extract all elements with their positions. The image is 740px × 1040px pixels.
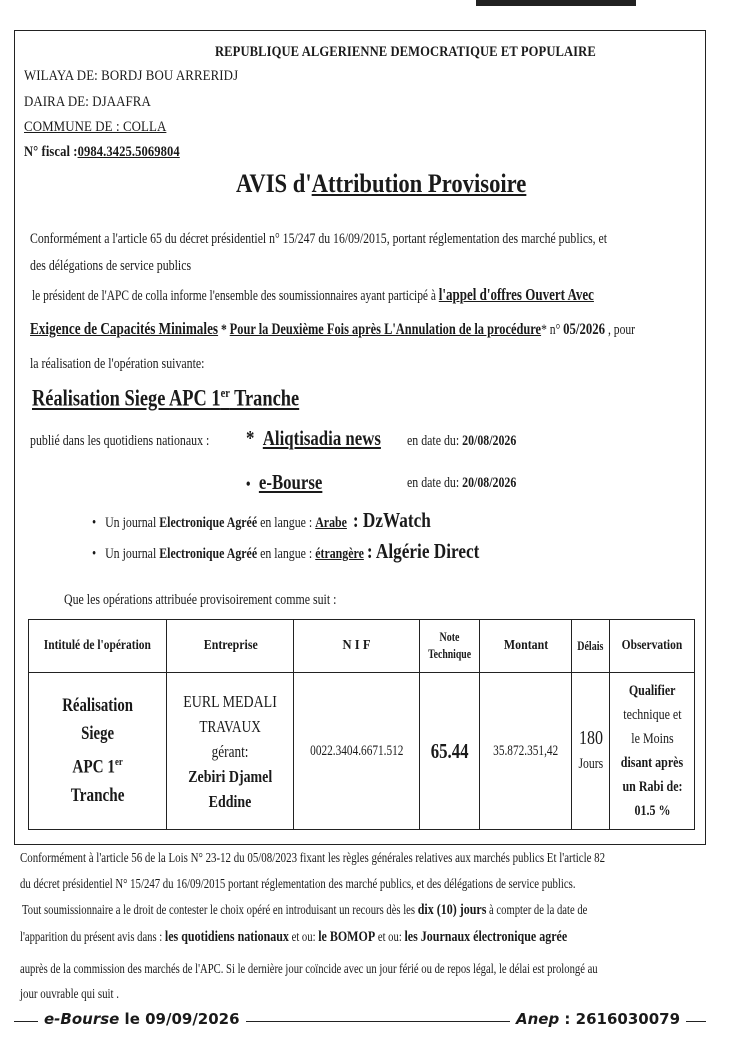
fiscal-line — [24, 144, 209, 161]
fiscal-label: N° fiscal : — [24, 144, 78, 160]
published-label — [30, 433, 249, 450]
footer-line-4-b: les quotidiens nationaux — [164, 929, 289, 945]
operation-title-sup: er — [220, 385, 230, 400]
daira-label: DAIRA DE — [24, 94, 86, 110]
delais-unit: Jours — [578, 756, 604, 772]
attribution-intro-text: Que les opérations attribuée provisoirement comme suit : — [64, 592, 337, 608]
wilaya-line — [24, 68, 273, 85]
cell-operation-line1: Réalisation Siege — [62, 695, 133, 745]
journal-1-name: : DzWatch — [352, 508, 431, 532]
footer-line-4-a: l'apparition du présent avis dans : — [20, 929, 165, 944]
journal-1-a: Un journal — [105, 515, 160, 531]
footer-line-1-text: Conformément à l'article 56 de la Lois N° 23-12 du 05/08/2023 fixant les règles générales relatives aux marchés publics Et l'article 82 — [20, 850, 606, 865]
body-line-5 — [30, 356, 243, 373]
newspaper-2-name: e-Bourse — [258, 470, 323, 494]
table-header-row — [29, 620, 695, 673]
body-line-2 — [30, 258, 227, 275]
footer-line-4 — [20, 929, 704, 946]
journal-1-c: en langue : — [257, 515, 316, 531]
journal-etrangere: • Un journal Electronique Agréé en langue : étrangère : Algérie Direct — [92, 539, 480, 563]
footer-line-2 — [20, 876, 706, 892]
footer-line-4-e: et ou: — [375, 929, 405, 944]
newspaper-2-bullet: • — [246, 476, 251, 493]
entreprise-line-1: EURL MEDALI — [183, 691, 278, 711]
footer-line-4-d: le BOMOP — [318, 929, 376, 945]
cell-montant: 35.872.351,42 — [480, 673, 572, 830]
cell-operation-line2b: Tranche — [70, 784, 125, 806]
source-name: e-Bourse — [44, 1010, 120, 1028]
journal-1-b: Electronique Agréé — [159, 515, 258, 531]
republic-text: REPUBLIQUE ALGERIENNE DEMOCRATIQUE ET POPULAIRE — [215, 44, 596, 60]
attribution-intro — [64, 592, 396, 609]
footer-deadline: dix (10) jours — [417, 902, 487, 918]
obs-line-2: technique et — [622, 707, 682, 723]
number-label: * n° — [541, 322, 564, 338]
pour-text: , pour — [605, 322, 636, 338]
attribution-table — [28, 619, 695, 830]
col-header-delais: Délais — [572, 620, 610, 673]
body-line-3-text: le président de l'APC de colla informe l'ensemble des soumissionnaires ayant participé à — [32, 288, 439, 304]
tender-number: 05/2026 — [563, 321, 606, 338]
footer-line-4-c: et ou: — [288, 929, 319, 944]
obs-line-6: 01.5 % — [634, 803, 671, 819]
table-row — [29, 673, 695, 830]
source-publication — [38, 1010, 246, 1028]
cell-entreprise — [167, 673, 294, 830]
col-header-note: Note Technique — [420, 620, 480, 673]
footer-line-2-text: du décret présidentiel N° 15/247 du 16/09/2015 portant réglementation des marché publics, et des délégations de service publics. — [20, 876, 576, 891]
newspaper-1-date — [407, 433, 540, 450]
col-header-montant: Montant — [480, 620, 572, 673]
second-time-note: Pour la Deuxième Fois après L'Annulation de la procédure — [229, 321, 542, 338]
cell-delais — [572, 673, 610, 830]
cell-operation-line2a: APC 1 — [72, 756, 116, 778]
procedure-type-2: Exigence de Capacités Minimales — [30, 319, 219, 338]
title-main: Attribution Provisoire — [311, 169, 527, 198]
journal-arabe: • Un journal Electronique Agréé en langue : Arabe : DzWatch — [92, 508, 431, 532]
body-line-3 — [32, 285, 740, 305]
daira-line — [24, 94, 172, 111]
cell-observation — [610, 673, 695, 830]
body-line-1 — [30, 231, 740, 248]
cell-operation — [29, 673, 167, 830]
newspaper-2-date-label: en date du: — [407, 475, 463, 491]
source-date: le 09/09/2026 — [119, 1010, 240, 1028]
wilaya-value: : BORDJ BOU ARRERIDJ — [94, 68, 239, 84]
footer-line-3-c: à compter de la date de — [486, 902, 588, 917]
anep-label: Anep — [516, 1010, 560, 1028]
entreprise-line-2: TRAVAUX gérant: — [199, 716, 261, 761]
newspaper-2-date — [407, 475, 540, 492]
commune-text: COMMUNE DE : COLLA — [24, 119, 167, 135]
footer-line-6 — [20, 986, 141, 1002]
newspaper-1-star: * — [246, 426, 255, 450]
newspaper-1-name: Aliqtisadia news — [262, 426, 381, 450]
newspaper-1-date-value: 20/08/2026 — [462, 433, 517, 449]
newspaper-1 — [246, 426, 415, 451]
title-prefix: AVIS d' — [236, 169, 312, 198]
obs-line-5: un Rabi de: — [622, 779, 683, 795]
journal-2-a: Un journal — [105, 546, 160, 562]
scan-edge-mark — [476, 0, 636, 6]
star-mark: * — [218, 322, 230, 338]
delais-value: 180 — [578, 727, 603, 749]
body-line-2-text: des délégations de service publics — [30, 258, 192, 274]
footer-line-1 — [20, 850, 734, 866]
journal-2-name: : Algérie Direct — [366, 539, 480, 563]
entreprise-line-3: Zebiri Djamel — [188, 766, 273, 786]
newspaper-2-date-value: 20/08/2026 — [462, 475, 517, 491]
operation-title-b: Tranche — [229, 385, 300, 411]
col-header-observation: Observation — [610, 620, 695, 673]
commune-line — [24, 119, 190, 136]
body-line-4 — [30, 319, 740, 339]
footer-line-3-a: Tout soumissionnaire a le droit de contester le choix opéré en introduisant un recours dès les — [22, 902, 418, 917]
footer-line-4-f: les Journaux électronique agrée — [404, 929, 568, 945]
body-line-5-text: la réalisation de l'opération suivante: — [30, 356, 205, 372]
obs-line-3: le Moins — [630, 731, 674, 747]
footer-line-6-text: jour ouvrable qui suit . — [20, 986, 120, 1001]
republic-header — [215, 44, 668, 61]
fiscal-value: 0984.3425.5069804 — [77, 144, 180, 160]
footer-line-5-text: auprès de la commission des marchés de l'APC. Si le dernière jour coïncide avec un jour férié ou de repos légal, le délai est prolongé au — [20, 961, 598, 976]
newspaper-2 — [246, 470, 341, 495]
operation-title-a: Réalisation Siege APC 1 — [32, 385, 221, 411]
cell-note: 65.44 — [420, 673, 480, 830]
cell-operation-sup: er — [115, 756, 123, 769]
journal-2-lang: étrangère — [315, 546, 364, 562]
col-header-operation: Intitulé de l'opération — [29, 620, 167, 673]
daira-value: : DJAAFRA — [85, 94, 151, 110]
body-line-1-text: Conformément a l'article 65 du décret présidentiel n° 15/247 du 16/09/2015, portant réglementation des marché publics, et — [30, 231, 608, 247]
anep-value: : 2616030079 — [559, 1010, 681, 1028]
procedure-type-1: l'appel d'offres Ouvert Avec — [438, 285, 594, 304]
footer-line-3 — [22, 902, 729, 919]
col-header-nif: N I F — [294, 620, 420, 673]
published-label-text: publié dans les quotidiens nationaux : — [30, 433, 210, 449]
entreprise-line-4: Eddine — [208, 791, 252, 811]
obs-line-1: Qualifier — [628, 683, 676, 699]
notice-title — [236, 169, 570, 199]
anep-reference — [510, 1010, 686, 1028]
journal-1-lang: Arabe — [315, 515, 347, 531]
footer-line-5 — [20, 961, 740, 977]
obs-line-4: disant après — [620, 755, 684, 771]
newspaper-1-date-label: en date du: — [407, 433, 463, 449]
journal-2-c: en langue : — [257, 546, 316, 562]
cell-nif: 0022.3404.6671.512 — [294, 673, 420, 830]
col-header-entreprise: Entreprise — [167, 620, 294, 673]
wilaya-label: WILAYA DE — [24, 68, 95, 84]
journal-2-b: Electronique Agréé — [159, 546, 258, 562]
operation-title — [32, 385, 366, 412]
